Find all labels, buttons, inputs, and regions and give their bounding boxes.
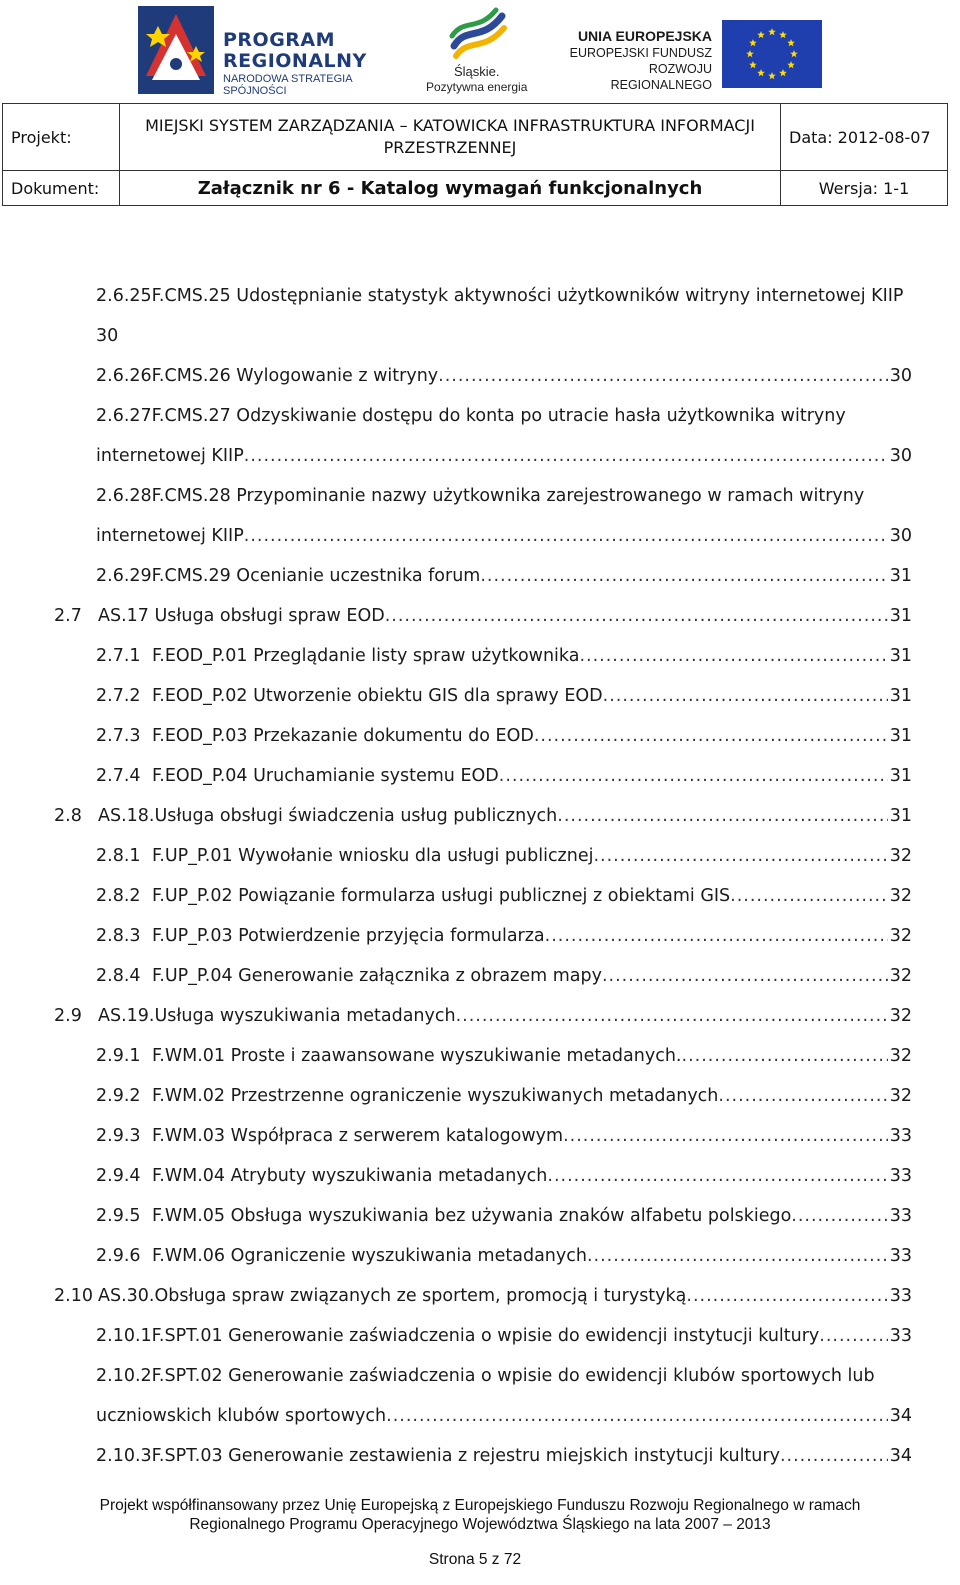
toc-dot-leader <box>545 916 888 956</box>
slaskie-name: Śląskie. <box>454 64 500 79</box>
page-number: Strona 5 z 72 <box>428 1551 522 1568</box>
toc-entry-page: 34 <box>889 1446 912 1466</box>
toc-entry-page: 34 <box>889 1406 912 1426</box>
toc-dot-leader <box>438 356 888 396</box>
toc-dot-leader <box>780 1436 888 1476</box>
toc-entry[interactable] <box>0 396 960 436</box>
toc-entry-number: 2.10 <box>54 1286 93 1306</box>
toc-entry[interactable] <box>0 1316 960 1356</box>
toc-entry-number: 2.7.3 <box>96 726 141 746</box>
toc-entry-title: F.EOD_P.03 Przekazanie dokumentu do EOD <box>152 726 534 746</box>
toc-entry[interactable] <box>0 476 960 516</box>
project-name <box>120 104 781 171</box>
program-regionalny-logo <box>138 6 418 96</box>
eu-logo-line3: ROZWOJU REGIONALNEGO <box>610 62 712 92</box>
project-name-line2: PRZESTRZENNEJ <box>383 138 517 157</box>
toc-entry[interactable] <box>0 996 960 1036</box>
toc-entry-number: 2.10.1 <box>96 1326 152 1346</box>
toc-entry-page: 33 <box>889 1166 912 1186</box>
slaskie-logo <box>418 6 538 96</box>
program-emblem-icon <box>138 6 214 94</box>
toc-entry-title: F.CMS.25 Udostępnianie statystyk aktywności użytkowników witryny internetowej KIIP <box>151 286 904 306</box>
toc-entry-page: 33 <box>889 1326 912 1346</box>
program-logo-line1: PROGRAM <box>223 29 336 51</box>
project-label: Projekt: <box>3 104 120 171</box>
toc-entry[interactable] <box>0 1116 960 1156</box>
toc-entry-number: 2.8.4 <box>96 966 141 986</box>
logo-bar <box>0 0 960 100</box>
toc-entry-page: 32 <box>889 1046 912 1066</box>
toc-entry-page: 33 <box>889 1126 912 1146</box>
toc-entry[interactable] <box>0 436 960 476</box>
project-name-line1: MIEJSKI SYSTEM ZARZĄDZANIA – KATOWICKA INFRASTRUKTURA INFORMACJI <box>145 116 755 135</box>
eu-logo-line1: UNIA EUROPEJSKA <box>577 28 712 44</box>
toc-dot-leader <box>819 1316 887 1356</box>
toc-entry-number: 2.7.2 <box>96 686 141 706</box>
toc-entry-title: AS.18.Usługa obsługi świadczenia usług publicznych <box>98 806 558 826</box>
toc-entry-number: 2.9.5 <box>96 1206 141 1226</box>
page-footer <box>0 1496 960 1534</box>
toc-entry-page: 33 <box>889 1286 912 1306</box>
toc-entry-page: 31 <box>889 686 912 706</box>
toc-entry[interactable] <box>0 1396 960 1436</box>
toc-entry[interactable] <box>0 596 960 636</box>
toc-entry-number: 2.10.2 <box>96 1366 152 1386</box>
toc-entry-title: F.EOD_P.02 Utworzenie obiektu GIS dla sprawy EOD <box>152 686 603 706</box>
toc-entry[interactable] <box>0 556 960 596</box>
eu-logo-line2: EUROPEJSKI FUNDUSZ <box>569 46 712 60</box>
toc-entry[interactable] <box>0 276 960 316</box>
toc-dot-leader <box>579 636 887 676</box>
toc-entry-page: 31 <box>889 726 912 746</box>
toc-entry[interactable] <box>0 636 960 676</box>
toc-entry-title: F.WM.04 Atrybuty wyszukiwania metadanych <box>152 1166 548 1186</box>
toc-dot-leader <box>557 796 887 836</box>
toc-entry-title: F.CMS.26 Wylogowanie z witryny <box>151 366 439 386</box>
document-version: Wersja: 1-1 <box>781 171 948 206</box>
slaskie-mark-icon <box>448 6 508 62</box>
toc-entry-title: internetowej KIIP <box>96 446 244 466</box>
program-logo-line2: REGIONALNY <box>223 50 367 72</box>
toc-entry-page: 32 <box>889 1006 912 1026</box>
toc-entry-title: F.SPT.02 Generowanie zaświadczenia o wpisie do ewidencji klubów sportowych lub <box>151 1366 875 1386</box>
toc-entry-number: 2.9.4 <box>96 1166 141 1186</box>
toc-entry-page: 30 <box>889 446 912 466</box>
table-of-contents <box>0 276 960 1476</box>
toc-entry-title: AS.30.Obsługa spraw związanych ze sportem, promocją i turystyką <box>98 1286 687 1306</box>
toc-entry-title: F.UP_P.02 Powiązanie formularza usługi publicznej z obiektami GIS <box>152 886 731 906</box>
toc-entry-title: F.EOD_P.01 Przeglądanie listy spraw użytkownika <box>152 646 580 666</box>
toc-entry-number: 2.8.2 <box>96 886 141 906</box>
toc-entry-number: 2.9.2 <box>96 1086 141 1106</box>
toc-dot-leader <box>244 436 888 476</box>
program-logo-text <box>223 30 418 97</box>
toc-entry-page: 31 <box>889 766 912 786</box>
toc-entry-title: F.WM.06 Ograniczenie wyszukiwania metadanych <box>152 1246 587 1266</box>
toc-entry[interactable] <box>0 516 960 556</box>
toc-entry-page: 31 <box>889 646 912 666</box>
toc-entry-page: 30 <box>889 366 912 386</box>
footer-line1: Projekt współfinansowany przez Unię Europejską z Europejskiego Funduszu Rozwoju Regionalnego w ramach <box>99 1497 861 1514</box>
toc-dot-leader <box>563 1116 888 1156</box>
eu-logo <box>550 20 830 92</box>
toc-entry-page: 31 <box>889 606 912 626</box>
toc-entry-number: 2.6.26 <box>96 366 152 386</box>
toc-entry[interactable] <box>0 796 960 836</box>
toc-entry[interactable] <box>0 1356 960 1396</box>
toc-entry-number: 2.8.1 <box>96 846 141 866</box>
document-title: Załącznik nr 6 - Katalog wymagań funkcjonalnych <box>120 171 781 206</box>
footer-line2: Regionalnego Programu Operacyjnego Województwa Śląskiego na lata 2007 – 2013 <box>189 1516 771 1533</box>
toc-entry-title: AS.17 Usługa obsługi spraw EOD <box>98 606 385 626</box>
toc-dot-leader <box>587 1236 888 1276</box>
document-date: Data: 2012-08-07 <box>781 104 948 171</box>
toc-entry[interactable] <box>0 1036 960 1076</box>
toc-entry-page: 32 <box>889 846 912 866</box>
toc-dot-leader <box>385 596 888 636</box>
toc-dot-leader <box>499 756 888 796</box>
toc-entry[interactable] <box>0 1236 960 1276</box>
toc-dot-leader <box>730 876 888 916</box>
toc-entry-title: AS.19.Usługa wyszukiwania metadanych <box>98 1006 456 1026</box>
toc-dot-leader <box>244 516 888 556</box>
toc-entry-title: F.WM.03 Współpraca z serwerem katalogowym <box>152 1126 564 1146</box>
toc-entry-page: 32 <box>889 926 912 946</box>
toc-dot-leader <box>603 676 888 716</box>
toc-entry-page: 31 <box>889 806 912 826</box>
toc-entry-title: F.SPT.01 Generowanie zaświadczenia o wpisie do ewidencji instytucji kultury <box>151 1326 820 1346</box>
toc-entry-title: 30 <box>96 326 119 346</box>
toc-entry-number: 2.9 <box>54 1006 82 1026</box>
toc-entry[interactable] <box>0 1076 960 1116</box>
toc-entry-page: 33 <box>889 1206 912 1226</box>
toc-dot-leader <box>718 1076 887 1116</box>
toc-entry[interactable] <box>0 876 960 916</box>
slaskie-tagline: Pozytywna energia <box>426 80 528 94</box>
toc-entry-title: F.SPT.03 Generowanie zestawienia z rejestru miejskich instytucji kultury <box>151 1446 780 1466</box>
toc-entry[interactable] <box>0 356 960 396</box>
toc-entry-number: 2.8.3 <box>96 926 141 946</box>
toc-entry-number: 2.9.3 <box>96 1126 141 1146</box>
toc-entry[interactable] <box>0 956 960 996</box>
toc-entry-number: 2.7 <box>54 606 82 626</box>
toc-entry-title: F.WM.05 Obsługa wyszukiwania bez używania znaków alfabetu polskiego <box>152 1206 792 1226</box>
toc-entry[interactable] <box>0 916 960 956</box>
toc-entry-number: 2.6.27 <box>96 406 152 426</box>
toc-entry-page: 31 <box>889 566 912 586</box>
toc-entry[interactable] <box>0 1276 960 1316</box>
toc-dot-leader <box>480 556 887 596</box>
document-header <box>2 103 948 206</box>
toc-dot-leader <box>686 1276 887 1316</box>
toc-entry-title: F.WM.01 Proste i zaawansowane wyszukiwanie metadanych. <box>152 1046 682 1066</box>
eu-flag-icon <box>722 20 822 88</box>
toc-entry-title: F.CMS.29 Ocenianie uczestnika forum <box>151 566 481 586</box>
toc-entry-number: 2.6.28 <box>96 486 152 506</box>
toc-entry-title: F.CMS.27 Odzyskiwanie dostępu do konta po utracie hasła użytkownika witryny <box>151 406 846 426</box>
toc-entry[interactable] <box>0 716 960 756</box>
eu-logo-text <box>550 28 712 93</box>
document-label: Dokument: <box>3 171 120 206</box>
toc-entry-number: 2.6.25 <box>96 286 152 306</box>
toc-entry-number: 2.9.1 <box>96 1046 141 1066</box>
toc-entry-number: 2.7.4 <box>96 766 141 786</box>
toc-entry[interactable] <box>0 1436 960 1476</box>
toc-entry-title: F.CMS.28 Przypominanie nazwy użytkownika zarejestrowanego w ramach witryny <box>151 486 865 506</box>
toc-entry-title: internetowej KIIP <box>96 526 244 546</box>
toc-entry-title: F.UP_P.01 Wywołanie wniosku dla usługi publicznej <box>152 846 594 866</box>
toc-entry-number: 2.7.1 <box>96 646 141 666</box>
toc-dot-leader <box>534 716 888 756</box>
toc-entry[interactable] <box>0 756 960 796</box>
program-logo-line3: NARODOWA STRATEGIA SPÓJNOŚCI <box>223 73 352 97</box>
toc-dot-leader <box>791 1196 887 1236</box>
toc-entry-page: 33 <box>889 1246 912 1266</box>
toc-entry-title: F.EOD_P.04 Uruchamianie systemu EOD <box>152 766 499 786</box>
toc-entry-number: 2.8 <box>54 806 82 826</box>
toc-entry-title: F.WM.02 Przestrzenne ograniczenie wyszukiwanych metadanych <box>152 1086 719 1106</box>
toc-entry-title: F.UP_P.03 Potwierdzenie przyjęcia formularza <box>152 926 545 946</box>
toc-entry-title: F.UP_P.04 Generowanie załącznika z obrazem mapy <box>152 966 602 986</box>
toc-entry-page: 32 <box>889 966 912 986</box>
toc-entry[interactable] <box>0 836 960 876</box>
toc-entry-page: 32 <box>889 886 912 906</box>
toc-dot-leader <box>593 836 887 876</box>
toc-entry[interactable] <box>0 676 960 716</box>
toc-dot-leader <box>456 996 888 1036</box>
toc-entry-page: 30 <box>889 526 912 546</box>
toc-dot-leader <box>602 956 888 996</box>
toc-entry-number: 2.6.29 <box>96 566 152 586</box>
toc-entry-title: uczniowskich klubów sportowych <box>96 1406 387 1426</box>
toc-dot-leader <box>682 1036 888 1076</box>
toc-entry[interactable] <box>0 1196 960 1236</box>
toc-entry[interactable] <box>0 316 960 356</box>
toc-entry-number: 2.10.3 <box>96 1446 152 1466</box>
toc-dot-leader <box>386 1396 888 1436</box>
toc-dot-leader <box>547 1156 887 1196</box>
toc-entry-page: 32 <box>889 1086 912 1106</box>
toc-entry-number: 2.9.6 <box>96 1246 141 1266</box>
toc-entry[interactable] <box>0 1156 960 1196</box>
